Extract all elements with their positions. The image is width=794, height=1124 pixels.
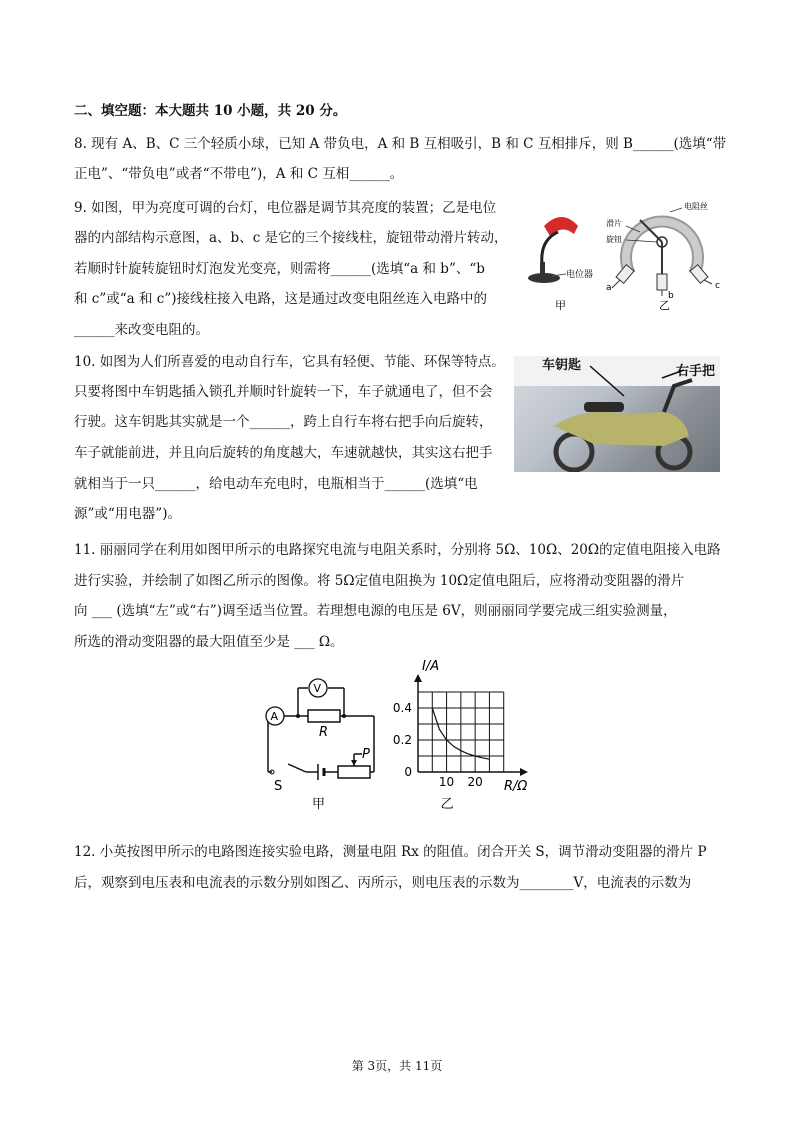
q9-line-3: 若顺时针旋转旋钮时灯泡发光变亮，则需将______(选填“a 和 b”、“b [74, 261, 485, 277]
x-tick-label: 10 [438, 775, 455, 789]
q12-line-1: 12. 小英按图甲所示的电路图连接实验电路，测量电阻 Rx 的阻值。闭合开关 S，调节滑动变阻器的滑片 P [74, 844, 707, 860]
y-tick-label: 0.4 [392, 701, 412, 715]
q12-line-2: 后，观察到电压表和电流表的示数分别如图乙、丙所示，则电压表的示数为________V，电流表的示数为 [74, 875, 692, 891]
q10-line-3: 行驶。这车钥匙其实就是一个______，跨上自行车将右把手向后旋转， [74, 414, 493, 430]
resistor-label: R [319, 725, 329, 740]
key-label: 车钥匙 [542, 358, 582, 373]
q11-line-2: 进行实验，并绘制了如图乙所示的图像。将 5Ω定值电阻换为 10Ω定值电阻后，应将滑动变阻器的滑片 [74, 573, 685, 589]
slider-label: 滑片 [606, 219, 622, 228]
y-tick-label: 0.2 [392, 733, 412, 747]
terminal-c-label: c [715, 281, 720, 291]
q11-line-4: 所选的滑动变阻器的最大阻值至少是 ___ Ω。 [74, 634, 344, 650]
terminal-b-label: b [668, 291, 674, 301]
potentiometer-figure [522, 196, 732, 316]
chart-grid [418, 692, 504, 772]
q10-line-2: 只要将图中车钥匙插入锁孔并顺时针旋转一下，车子就通电了，但不会 [74, 384, 493, 400]
handle-label: 右手把 [676, 364, 716, 379]
q8-line-1: 8. 现有 A、B、C 三个轻质小球，已知 A 带负电，A 和 B 互相吸引，B 和 C 互相排斥，则 B______(选填“带 [74, 136, 727, 152]
q11-line-1: 11. 丽丽同学在利用如图甲所示的电路探究电流与电阻关系时，分别将 5Ω、10Ω、20Ω的定值电阻接入电路 [74, 542, 721, 558]
q9-line-2: 器的内部结构示意图，a、b、c 是它的三个接线柱，旋钮带动滑片转动， [74, 230, 508, 246]
switch-label: S [274, 779, 283, 794]
right-caption: 乙 [659, 299, 670, 312]
q9-line-1: 9. 如图，甲为亮度可调的台灯，电位器是调节其亮度的装置；乙是电位 [74, 200, 497, 216]
q10-line-6: 源”或“用电器”)。 [74, 506, 181, 522]
x-axis-arrow [520, 768, 528, 776]
voltmeter-label: V [313, 682, 322, 695]
left-caption: 甲 [555, 299, 566, 312]
q10-line-1: 10. 如图为人们所喜爱的电动自行车，它具有轻便、节能、环保等特点。 [74, 354, 505, 370]
y-axis-arrow [414, 674, 422, 682]
q9-line-5: ______来改变电阻的。 [74, 322, 209, 338]
q9-line-4: 和 c”或“a 和 c”)接线柱接入电路，这是通过改变电阻丝连入电路中的 [74, 291, 488, 307]
x-tick-label: 20 [467, 775, 483, 789]
x-axis-label: R/Ω [504, 779, 528, 794]
chart-caption: 乙 [440, 797, 454, 812]
ebike-photo [514, 356, 720, 472]
terminal-a-label: a [606, 283, 612, 293]
ammeter-label: A [270, 710, 279, 723]
wire-label: 电阻丝 [684, 202, 708, 211]
page-footer: 第 3页，共 11页 [351, 1059, 443, 1073]
q8-line-2: 正电”、“带负电”或者“不带电”)，A 和 C 互相______。 [74, 166, 404, 182]
lamp-label: 电位器 [566, 270, 594, 280]
chart-labels [393, 659, 528, 812]
chart-axes [414, 674, 528, 776]
section-heading: 二、填空题：本大题共 10 小题，共 20 分。 [74, 103, 347, 119]
q10-line-5: 就相当于一只______，给电动车充电时，电瓶相当于______(选填“电 [74, 476, 478, 492]
slider-p-label: P [362, 747, 370, 762]
circuit-diagram [258, 668, 383, 818]
q11-line-3: 向 ___ (选填“左”或“右”)调至适当位置。若理想电源的电压是 6V，则丽丽同学要完成三组实验测量， [74, 603, 677, 619]
q10-line-4: 车子就能前进，并且向后旋转的角度越大，车速就越快，其实这右把手 [74, 445, 493, 461]
circuit-caption: 甲 [312, 797, 326, 812]
knob-label: 旋钮 [606, 235, 622, 244]
origin-label: 0 [404, 765, 412, 779]
current-resistance-chart [384, 650, 544, 820]
y-axis-label: I/A [422, 659, 440, 674]
potentiometer-icon [612, 208, 712, 296]
